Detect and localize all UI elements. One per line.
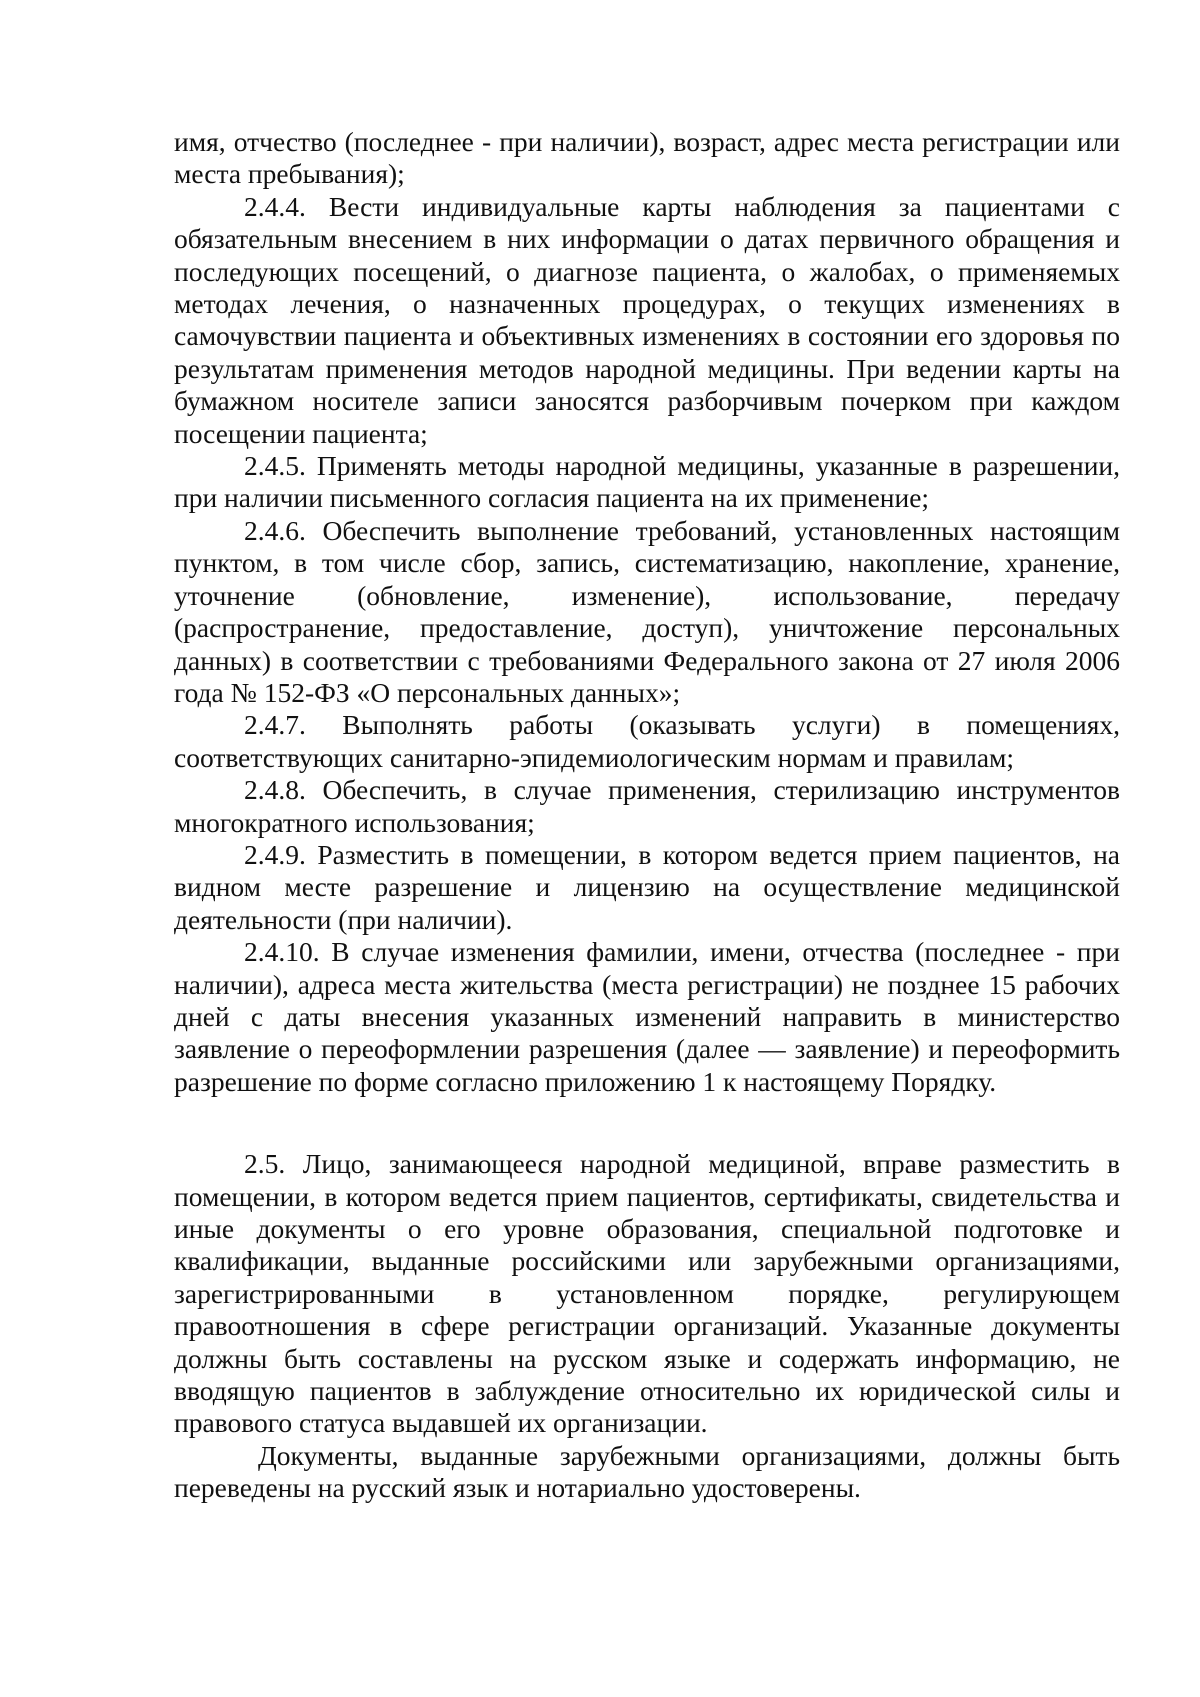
- paragraph-continuation: имя, отчество (последнее - при наличии), возраст, адрес места регистрации или места пребывания);: [174, 126, 1120, 190]
- paragraph-2-4-6: 2.4.6. Обеспечить выполнение требований, установленных настоящим пунктом, в том числе сбор, запись, систематизацию, накопление, хранение, уточнение (обновление, изменение), использование, передачу (распространение, предоставление, доступ), уничтожение персональных данных) в соответствии с требованиями Федерального закона от 27 июля 2006 года № 152-ФЗ «О персональных данных»;: [174, 514, 1120, 708]
- paragraph-2-5: 2.5. Лицо, занимающееся народной медициной, вправе разместить в помещении, в котором ведется прием пациентов, сертификаты, свидетельства и иные документы о его уровне образования, специальной подготовке и квалификации, выданные российскими или зарубежными организациями, зарегистрированными в установленном порядке, регулирующем правоотношения в сфере регистрации организаций. Указанные документы должны быть составлены на русском языке и содержать информацию, не вводящую пациентов в заблуждение относительно их юридической силы и правового статуса выдавшей их организации.: [174, 1148, 1120, 1439]
- paragraph-2-4-10: 2.4.10. В случае изменения фамилии, имени, отчества (последнее - при наличии), адреса места жительства (места регистрации) не позднее 15 рабочих дней с даты внесения указанных изменений направить в министерство заявление о переоформлении разрешения (далее — заявление) и переоформить разрешение по форме согласно приложению 1 к настоящему Порядку.: [174, 936, 1120, 1097]
- paragraph-2-4-8: 2.4.8. Обеспечить, в случае применения, стерилизацию инструментов многократного использования;: [174, 774, 1120, 838]
- document-body: [174, 126, 1120, 1505]
- paragraph-2-4-7: 2.4.7. Выполнять работы (оказывать услуги) в помещениях, соответствующих санитарно-эпидемиологическим нормам и правилам;: [174, 709, 1120, 773]
- paragraph-2-4-5: 2.4.5. Применять методы народной медицины, указанные в разрешении, при наличии письменного согласия пациента на их применение;: [174, 450, 1120, 514]
- paragraph-2-4-9: 2.4.9. Разместить в помещении, в котором ведется прием пациентов, на видном месте разрешение и лицензию на осуществление медицинской деятельности (при наличии).: [174, 838, 1120, 935]
- paragraph-foreign-documents: Документы, выданные зарубежными организациями, должны быть переведены на русский язык и нотариально удостоверены.: [174, 1439, 1120, 1504]
- paragraph-2-4-4: 2.4.4. Вести индивидуальные карты наблюдения за пациентами с обязательным внесением в них информации о датах первичного обращения и последующих посещений, о диагнозе пациента, о жалобах, о применяемых методах лечения, о назначенных процедурах, о текущих изменениях в самочувствии пациента и объективных изменениях в состоянии его здоровья по результатам применения методов народной медицины. При ведении карты на бумажном носителе записи заносятся разборчивым почерком при каждом посещении пациента;: [174, 190, 1120, 449]
